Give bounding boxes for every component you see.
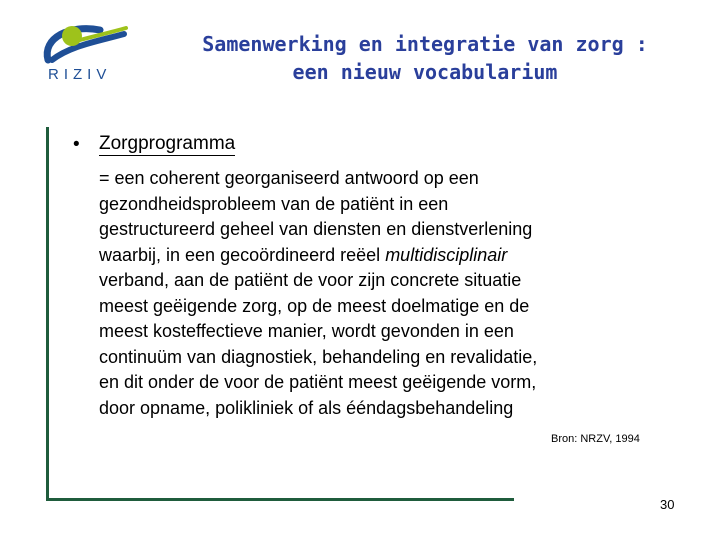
logo-text: RIZIV — [48, 66, 112, 83]
text-line: en dit onder de voor de patiënt meest geëigende vorm, — [99, 372, 537, 392]
definition-text — [99, 166, 659, 421]
title-line-2: een nieuw vocabularium — [292, 60, 558, 84]
frame-horizontal-line — [46, 498, 514, 501]
title-line-1: Samenwerking en integratie van zorg : — [202, 32, 648, 56]
text-line: meest kosteffectieve manier, wordt gevonden in een — [99, 321, 514, 341]
source-citation: Bron: NRZV, 1994 — [551, 433, 640, 445]
text-line: = een coherent georganiseerd antwoord op een — [99, 168, 479, 188]
slide-title — [140, 30, 710, 86]
riziv-logo-mark — [40, 20, 130, 70]
bullet-icon: • — [73, 134, 80, 155]
text-line: continuüm van diagnostiek, behandeling en revalidatie, — [99, 346, 538, 367]
text-line: verband, aan de patiënt de voor zijn concrete situatie — [99, 270, 522, 290]
text-line — [99, 243, 659, 269]
text-line: door opname, polikliniek of als ééndagsbehandeling — [99, 397, 514, 418]
italic-term: multidisciplinair — [385, 244, 508, 265]
text-line: gezondheidsprobleem van de patiënt in een — [99, 193, 449, 214]
bullet-heading: Zorgprogramma — [99, 133, 236, 154]
frame-vertical-line — [46, 127, 49, 500]
text-line: gestructureerd geheel van diensten en dienstverlening — [99, 219, 533, 239]
page-number: 30 — [660, 497, 675, 512]
text-line-start: waarbij, in een gecoördineerd reëel — [99, 244, 386, 265]
text-line: meest geëigende zorg, op de meest doelmatige en de — [99, 295, 530, 316]
